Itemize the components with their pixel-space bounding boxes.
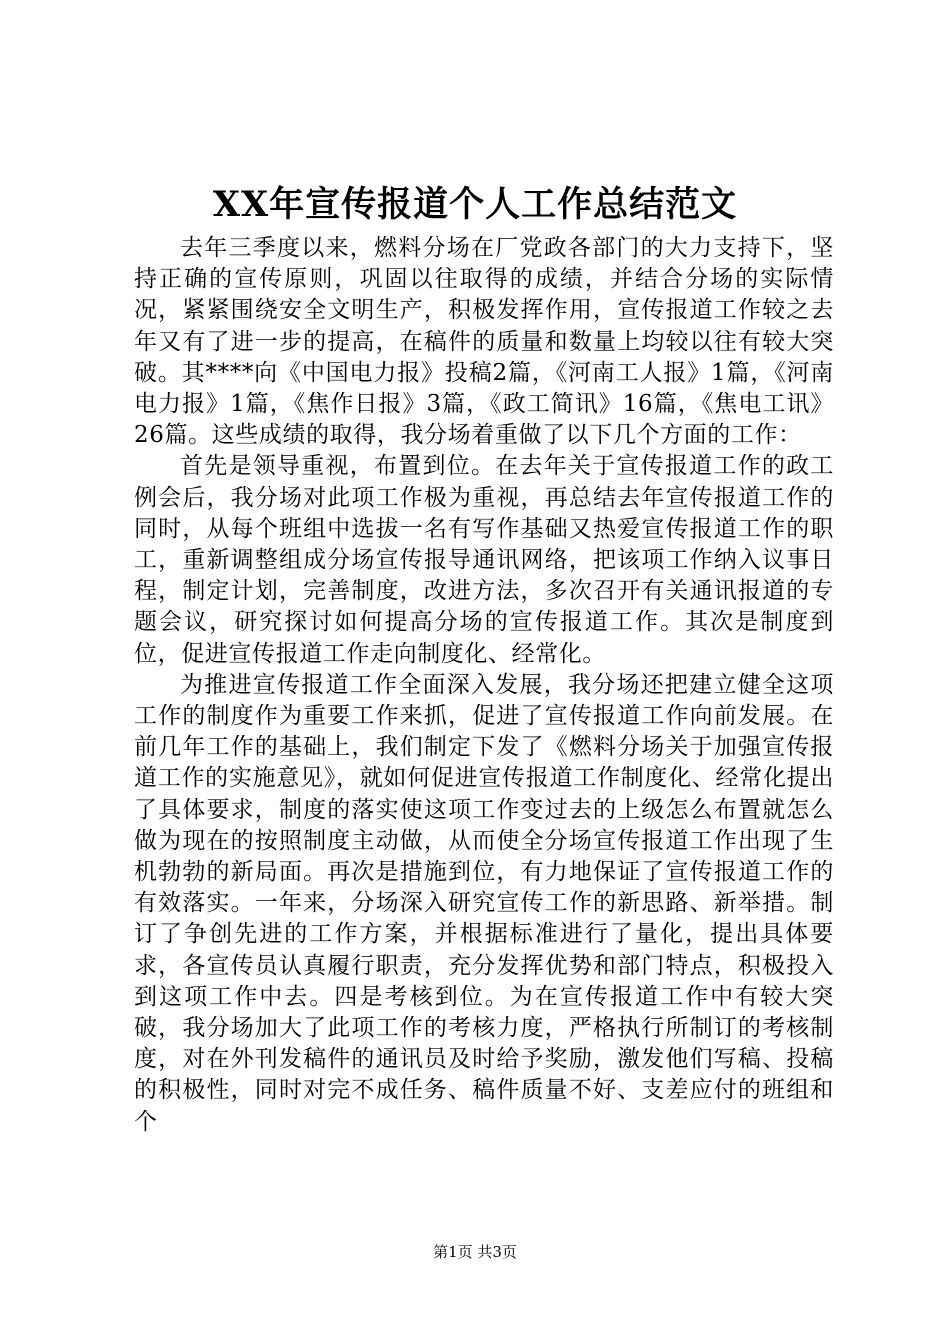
page-number-footer: 第1页 共3页 — [433, 1243, 517, 1261]
paragraph: 去年三季度以来，燃料分场在厂党政各部门的大力支持下，坚持正确的宣传原则，巩固以往取得的成绩，并结合分场的实际情况，紧紧围绕安全文明生产，积极发挥作用，宣传报道工作较之去年又有了进一步的提高，在稿件的质量和数量上均较以往有较大突破。其****向《中国电力报》投稿2篇，《河南工人报》1篇，《河南电力报》1篇，《焦作日报》3篇，《政工简讯》16篇，《焦电工讯》26篇。这些成绩的取得，我分场着重做了以下几个方面的工作： — [134, 235, 834, 449]
paragraph: 首先是领导重视，布置到位。在去年关于宣传报道工作的政工例会后，我分场对此项工作极为重视，再总结去年宣传报道工作的同时，从每个班组中选拔一名有写作基础又热爱宣传报道工作的职工，重新调整组成分场宣传报导通讯网络，把该项工作纳入议事日程，制定计划，完善制度，改进方法，多次召开有关通讯报道的专题会议，研究探讨如何提高分场的宣传报道工作。其次是制度到位，促进宣传报道工作走向制度化、经常化。 — [134, 453, 834, 667]
document-body — [134, 233, 834, 1138]
document-title: XX年宣传报道个人工作总结范文 — [212, 184, 738, 225]
paragraph: 为推进宣传报道工作全面深入发展，我分场还把建立健全这项工作的制度作为重要工作来抓，促进了宣传报道工作向前发展。在前几年工作的基础上，我们制定下发了《燃料分场关于加强宣传报道工作的实施意见》，就如何促进宣传报道工作制度化、经常化提出了具体要求，制度的落实使这项工作变过去的上级怎么布置就怎么做为现在的按照制度主动做，从而使全分场宣传报道工作出现了生机勃勃的新局面。再次是措施到位，有力地保证了宣传报道工作的有效落实。一年来，分场深入研究宣传工作的新思路、新举措。制订了争创先进的工作方案，并根据标准进行了量化，提出具体要求，各宣传员认真履行职责，充分发挥优势和部门特点，积极投入到这项工作中去。四是考核到位。为在宣传报道工作中有较大突破，我分场加大了此项工作的考核力度，严格执行所制订的考核制度，对在外刊发稿件的通讯员及时给予奖励，激发他们写稿、投稿的积极性，同时对完不成任务、稿件质量不好、支差应付的班组和个 — [134, 671, 834, 1135]
